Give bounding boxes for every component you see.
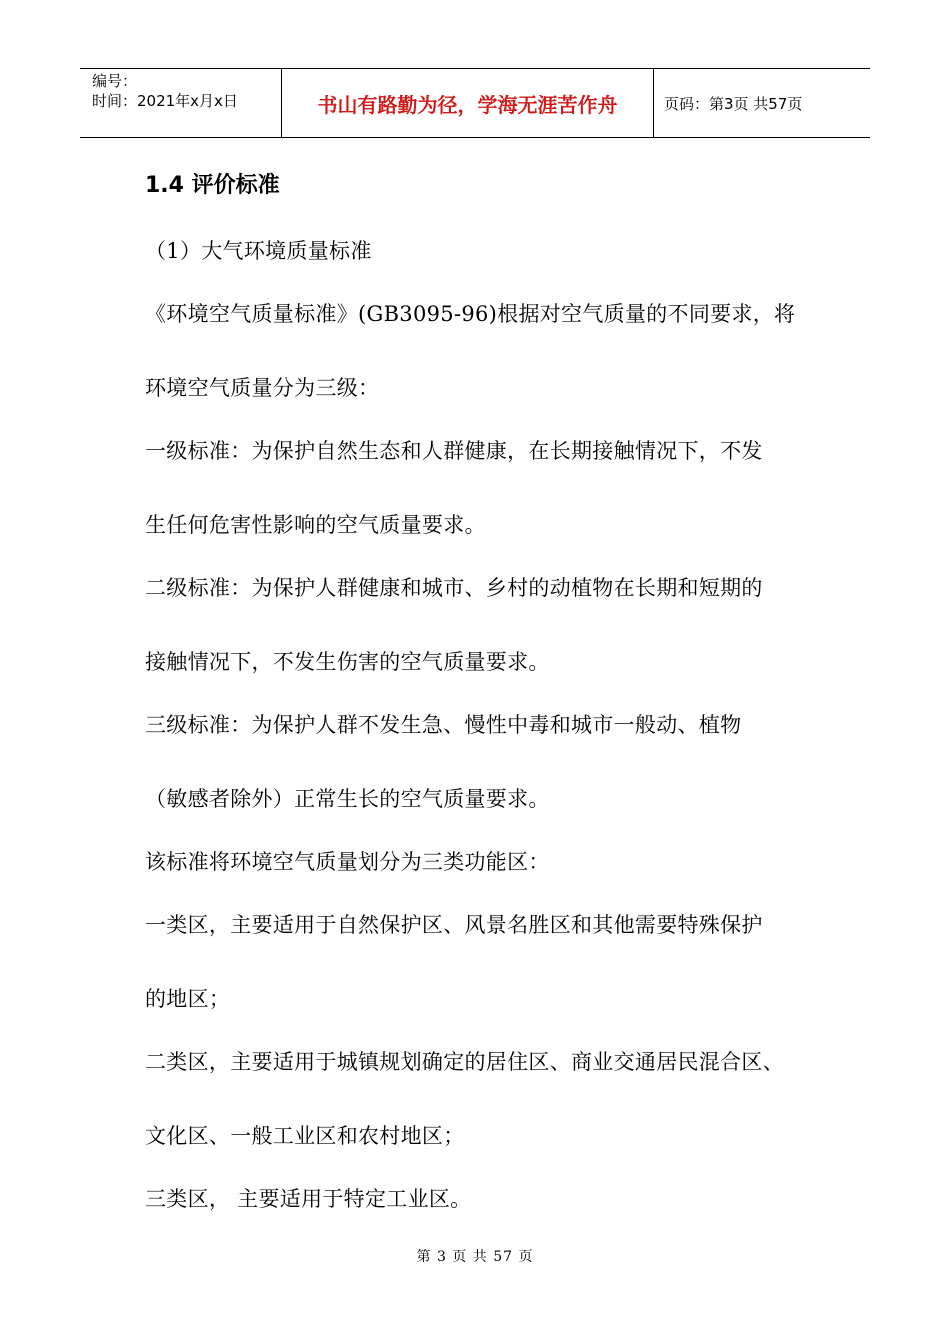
body-line: 三类区， 主要适用于特定工业区。 — [145, 1187, 472, 1211]
body-line: 该标准将环境空气质量划分为三类功能区： — [145, 850, 550, 874]
body-line: 接触情况下，不发生伤害的空气质量要求。 — [145, 650, 550, 674]
body-line: 的地区； — [145, 987, 231, 1011]
section-heading: 1.4 评价标准 — [145, 173, 280, 198]
body-line: 二级标准：为保护人群健康和城市、乡村的动植物在长期和短期的 — [145, 576, 763, 600]
number-label: 编号： — [92, 72, 138, 90]
body-line: （1）大气环境质量标准 — [145, 239, 372, 263]
header-page-info: 页码：第3页 共57页 — [664, 94, 803, 113]
header-meta — [80, 69, 281, 137]
body-line: 文化区、一般工业区和农村地区； — [145, 1124, 465, 1148]
page-footer: 第 3 页 共 57 页 — [416, 1249, 534, 1265]
body-line: 三级标准：为保护人群不发生急、慢性中毒和城市一般动、植物 — [145, 713, 742, 737]
body-line: 一类区，主要适用于自然保护区、风景名胜区和其他需要特殊保护 — [145, 913, 763, 937]
body-line: 生任何危害性影响的空气质量要求。 — [145, 513, 486, 537]
body-line: 一级标准：为保护自然生态和人群健康，在长期接触情况下，不发 — [145, 439, 763, 463]
header-motto: 书山有路勤为径，学海无涯苦作舟 — [281, 69, 654, 137]
page-header — [80, 68, 870, 138]
body-line: （敏感者除外）正常生长的空气质量要求。 — [145, 787, 550, 811]
body-line: 《环境空气质量标准》(GB3095-96)根据对空气质量的不同要求，将 — [145, 302, 796, 326]
date-label: 时间：2021年x月x日 — [92, 92, 238, 110]
body-line: 环境空气质量分为三级： — [145, 376, 380, 400]
body-line: 二类区，主要适用于城镇规划确定的居住区、商业交通居民混合区、 — [145, 1050, 784, 1074]
